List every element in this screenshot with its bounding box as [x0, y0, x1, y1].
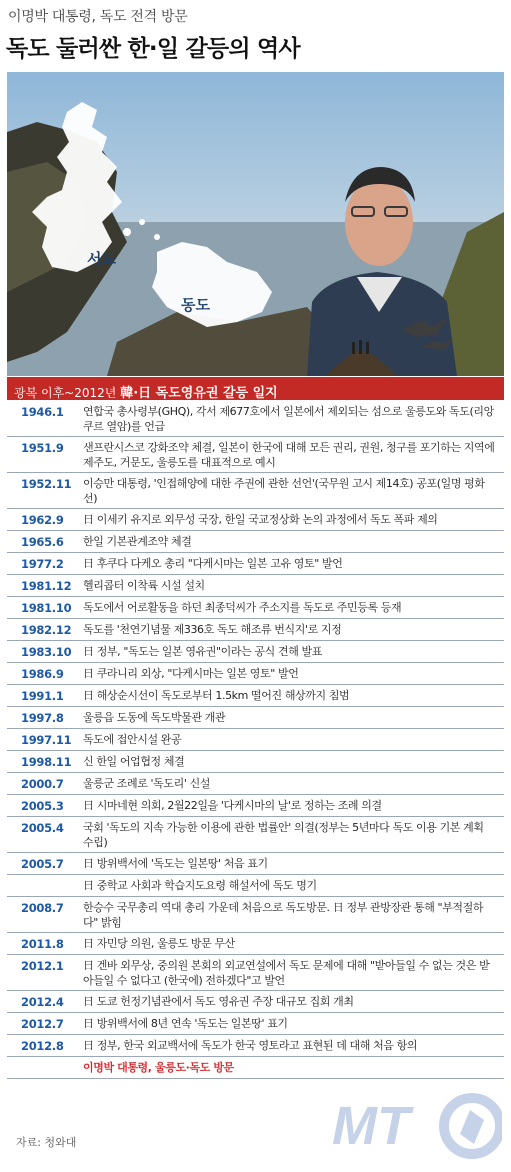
timeline-event: 국회 '독도의 지속 가능한 이용에 관한 법률안' 의결(정부는 5년마다 독도 이용 기본 계획 수립): [83, 821, 484, 849]
hero-illustration: [7, 72, 504, 376]
timeline-year: 2005.3: [21, 799, 64, 813]
timeline-year: 2005.4: [21, 821, 64, 835]
timeline-year: 1997.8: [21, 711, 64, 725]
timeline-year: 1998.11: [21, 755, 72, 769]
timeline-row: [7, 509, 504, 531]
timeline-year: 1986.9: [21, 667, 64, 681]
timeline-row: [7, 1057, 504, 1079]
section-title-strong: 韓·日 독도영유권 갈등 일지: [120, 386, 278, 401]
mt-logo-text: MT: [332, 1096, 410, 1156]
timeline-row: [7, 729, 504, 751]
timeline-event: 日 해상순시선이 독도로부터 1.5km 떨어진 해상까지 침범: [83, 689, 350, 702]
timeline-year: 1965.6: [21, 535, 64, 549]
mt-logo: [332, 1082, 502, 1162]
timeline-event: 한일 기본관계조약 체결: [83, 535, 192, 548]
timeline-row: [7, 875, 504, 897]
timeline-event: 日 정부, "독도는 일본 영유권"이라는 공식 견해 발표: [83, 645, 322, 658]
timeline-row: [7, 707, 504, 729]
timeline-event: 日 이세키 유지로 외무성 국장, 한일 국교정상화 논의 과정에서 독도 폭파 제의: [83, 513, 438, 526]
page-title: 독도 둘러싼 한·일 갈등의 역사: [6, 36, 300, 62]
subtitle: 이명박 대통령, 독도 전격 방문: [8, 9, 188, 25]
timeline-event: 日 도쿄 헌정기념관에서 독도 영유권 주장 대규모 집회 개최: [83, 995, 354, 1008]
timeline-row: [7, 619, 504, 641]
timeline-row: [7, 933, 504, 955]
timeline-year: 2008.7: [21, 901, 64, 915]
timeline-year: 1997.11: [21, 733, 72, 747]
timeline-row: [7, 641, 504, 663]
timeline-row: [7, 473, 504, 509]
timeline-event: 헬리콥터 이착륙 시설 설치: [83, 579, 205, 592]
timeline-event: 이승만 대통령, '인접해양에 대한 주권에 관한 선언'(국무원 고시 제14호) 공포(일명 평화선): [83, 477, 485, 505]
dongdo-label: 동도: [181, 296, 210, 314]
timeline-event: 日 겐바 외무상, 중의원 본회의 외교연설에서 독도 문제에 대해 "받아들일 수 없는 것은 받아들일 수 없다고 (한국에) 전하겠다"고 발언: [83, 959, 490, 987]
timeline-row: [7, 897, 504, 933]
header: [0, 0, 511, 70]
timeline-row: [7, 531, 504, 553]
timeline-event: 샌프란시스코 강화조약 체결, 일본이 한국에 대해 모든 권리, 권원, 청구를 포기하는 지역에 제주도, 거문도, 울릉도를 대표적으로 예시: [83, 441, 495, 469]
timeline-year: 1991.1: [21, 689, 64, 703]
timeline-event: 울릉군 조례로 '독도리' 신설: [83, 777, 211, 790]
source-credit: 자료: 청와대: [16, 1136, 77, 1149]
timeline-row: [7, 685, 504, 707]
timeline-year: 1977.2: [21, 557, 64, 571]
timeline-row: [7, 991, 504, 1013]
timeline-event: 日 자민당 의원, 울릉도 방문 무산: [83, 937, 235, 950]
timeline-year: 2005.7: [21, 857, 64, 871]
timeline-year: 1951.9: [21, 441, 64, 455]
timeline-year: 1983.10: [21, 645, 72, 659]
seodo-label: 서도: [87, 250, 116, 268]
timeline-row: [7, 401, 504, 437]
section-title-prefix: 광복 이후~2012년: [14, 386, 121, 400]
timeline-year: 2000.7: [21, 777, 64, 791]
timeline-list: [7, 401, 504, 1079]
timeline-event: 독도를 '천연기념물 제336호 독도 해조류 번식지'로 지정: [83, 623, 342, 636]
timeline-event: 日 시마네현 의회, 2월22일을 '다케시마의 날'로 정하는 조례 의결: [83, 799, 382, 812]
timeline-event: 신 한일 어업협정 체결: [83, 755, 185, 768]
timeline-row: [7, 773, 504, 795]
timeline-event: 日 중학교 사회과 학습지도요령 해설서에 독도 명기: [83, 879, 317, 892]
timeline-year: 1981.12: [21, 579, 72, 593]
timeline-row: [7, 553, 504, 575]
timeline-year: 2012.8: [21, 1039, 64, 1053]
timeline-event: 울릉읍 도동에 독도박물관 개관: [83, 711, 226, 724]
timeline-year: 1952.11: [21, 477, 72, 491]
timeline-year: 1981.10: [21, 601, 72, 615]
timeline-event: 日 방위백서에 8년 연속 '독도는 일본땅' 표기: [83, 1017, 288, 1030]
timeline-event: 한승수 국무총리 역대 총리 가운데 처음으로 독도방문. 日 정부 관방장관 통해 "부적절하다" 밝힘: [83, 901, 484, 929]
timeline-year: 2012.4: [21, 995, 64, 1009]
timeline-row: [7, 817, 504, 853]
timeline-row: [7, 663, 504, 685]
timeline-row: [7, 597, 504, 619]
timeline-year: 2012.1: [21, 959, 64, 973]
timeline-event: 日 후쿠다 다케오 총리 "다케시마는 일본 고유 영토" 발언: [83, 557, 343, 570]
timeline-year: 1946.1: [21, 405, 64, 419]
timeline-event: 독도에서 어로활동을 하던 최종덕씨가 주소지를 독도로 주민등록 등재: [83, 601, 402, 614]
timeline-event: 日 정부, 한국 외교백서에 독도가 한국 영토라고 표현된 데 대해 처음 항의: [83, 1039, 418, 1052]
timeline-row: [7, 1013, 504, 1035]
timeline-row: [7, 795, 504, 817]
hero-scene: [7, 72, 504, 376]
timeline-event: 독도에 접안시설 완공: [83, 733, 182, 746]
timeline-row: [7, 437, 504, 473]
timeline-row: [7, 751, 504, 773]
timeline-year: 1982.12: [21, 623, 72, 637]
timeline-event: 이명박 대통령, 울릉도·독도 방문: [83, 1061, 234, 1074]
timeline-year: 2012.7: [21, 1017, 64, 1031]
timeline-event: 日 방위백서에 '독도는 일본땅' 처음 표기: [83, 857, 268, 870]
timeline-year: 2011.8: [21, 937, 64, 951]
section-title: [14, 382, 278, 401]
timeline-row: [7, 955, 504, 991]
timeline-event: 연합국 총사령부(GHQ), 각서 제677호에서 일본에서 제외되는 섬으로 울릉도와 독도(리앙쿠르 열암)를 언급: [83, 405, 494, 433]
timeline-row: [7, 853, 504, 875]
timeline-row: [7, 575, 504, 597]
timeline-row: [7, 1035, 504, 1057]
timeline-event: 日 쿠라니리 외상, "다케시마는 일본 영토" 발언: [83, 667, 299, 680]
timeline-year: 1962.9: [21, 513, 64, 527]
